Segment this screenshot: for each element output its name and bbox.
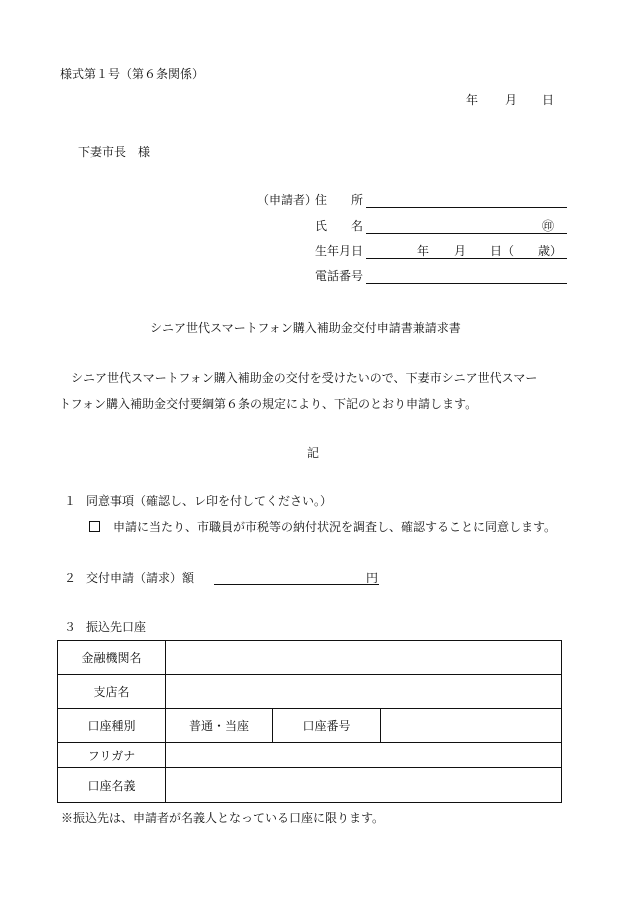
- name-field[interactable]: [366, 233, 567, 234]
- table-row: [58, 768, 562, 803]
- address-field[interactable]: [366, 207, 567, 208]
- section-3-title: 振込先口座: [86, 620, 147, 634]
- footnote: ※振込先は、申請者が名義人となっている口座に限ります。: [61, 811, 385, 825]
- consent-text: 申請に当たり、市職員が市税等の納付状況を調査し、確認することに同意します。: [113, 520, 557, 534]
- amount-field[interactable]: [214, 584, 379, 585]
- phone-field[interactable]: [366, 283, 567, 284]
- table-row: [58, 743, 562, 768]
- account-number-cell[interactable]: [381, 709, 562, 743]
- date-year-label: 年: [466, 93, 479, 107]
- birth-day-label: 日（: [490, 244, 515, 258]
- applicant-role-label: （申請者）: [257, 193, 318, 207]
- ki-heading: 記: [307, 446, 320, 460]
- bank-name-label: 金融機関名: [58, 641, 166, 675]
- addressee: 下妻市長 様: [78, 145, 151, 159]
- section-1-title: 同意事項（確認し、レ印を付してください。）: [86, 494, 333, 508]
- body-line-1: シニア世代スマートフォン購入補助金の交付を受けたいので、下妻市シニア世代スマー: [71, 371, 538, 385]
- branch-cell[interactable]: [166, 675, 562, 709]
- date-month-label: 月: [505, 93, 518, 107]
- birthdate-field[interactable]: [366, 258, 567, 259]
- account-number-label: 口座番号: [273, 709, 381, 743]
- furigana-cell[interactable]: [166, 743, 562, 768]
- account-holder-cell[interactable]: [166, 768, 562, 803]
- birth-year-label: 年: [417, 244, 430, 258]
- date-day-label: 日: [542, 93, 555, 107]
- birth-month-label: 月: [454, 244, 467, 258]
- branch-label: 支店名: [58, 675, 166, 709]
- yen-label: 円: [366, 571, 379, 585]
- account-type-value[interactable]: 普通・当座: [166, 709, 273, 743]
- body-line-2: トフォン購入補助金交付要綱第６条の規定により、下記のとおり申請します。: [59, 397, 478, 411]
- account-holder-label: 口座名義: [58, 768, 166, 803]
- account-table: [57, 640, 562, 803]
- section-2-title: 交付申請（請求）額: [86, 571, 195, 585]
- account-type-label: 口座種別: [58, 709, 166, 743]
- table-row: [58, 641, 562, 675]
- birthdate-label: 生年月日: [315, 244, 364, 258]
- furigana-label: フリガナ: [58, 743, 166, 768]
- address-label: 住 所: [315, 193, 364, 207]
- section-1-number: １: [64, 494, 77, 508]
- seal-mark: ㊞: [542, 219, 555, 233]
- table-row: [58, 709, 562, 743]
- section-3-number: ３: [64, 620, 77, 634]
- section-2-number: ２: [64, 571, 77, 585]
- document-title: シニア世代スマートフォン購入補助金交付申請書兼請求書: [150, 321, 461, 335]
- consent-checkbox[interactable]: [89, 521, 100, 532]
- table-row: [58, 675, 562, 709]
- phone-label: 電話番号: [315, 269, 364, 283]
- bank-name-cell[interactable]: [166, 641, 562, 675]
- name-label: 氏 名: [315, 219, 364, 233]
- age-suffix: 歳）: [538, 244, 563, 258]
- form-number: 様式第１号（第６条関係）: [60, 67, 205, 81]
